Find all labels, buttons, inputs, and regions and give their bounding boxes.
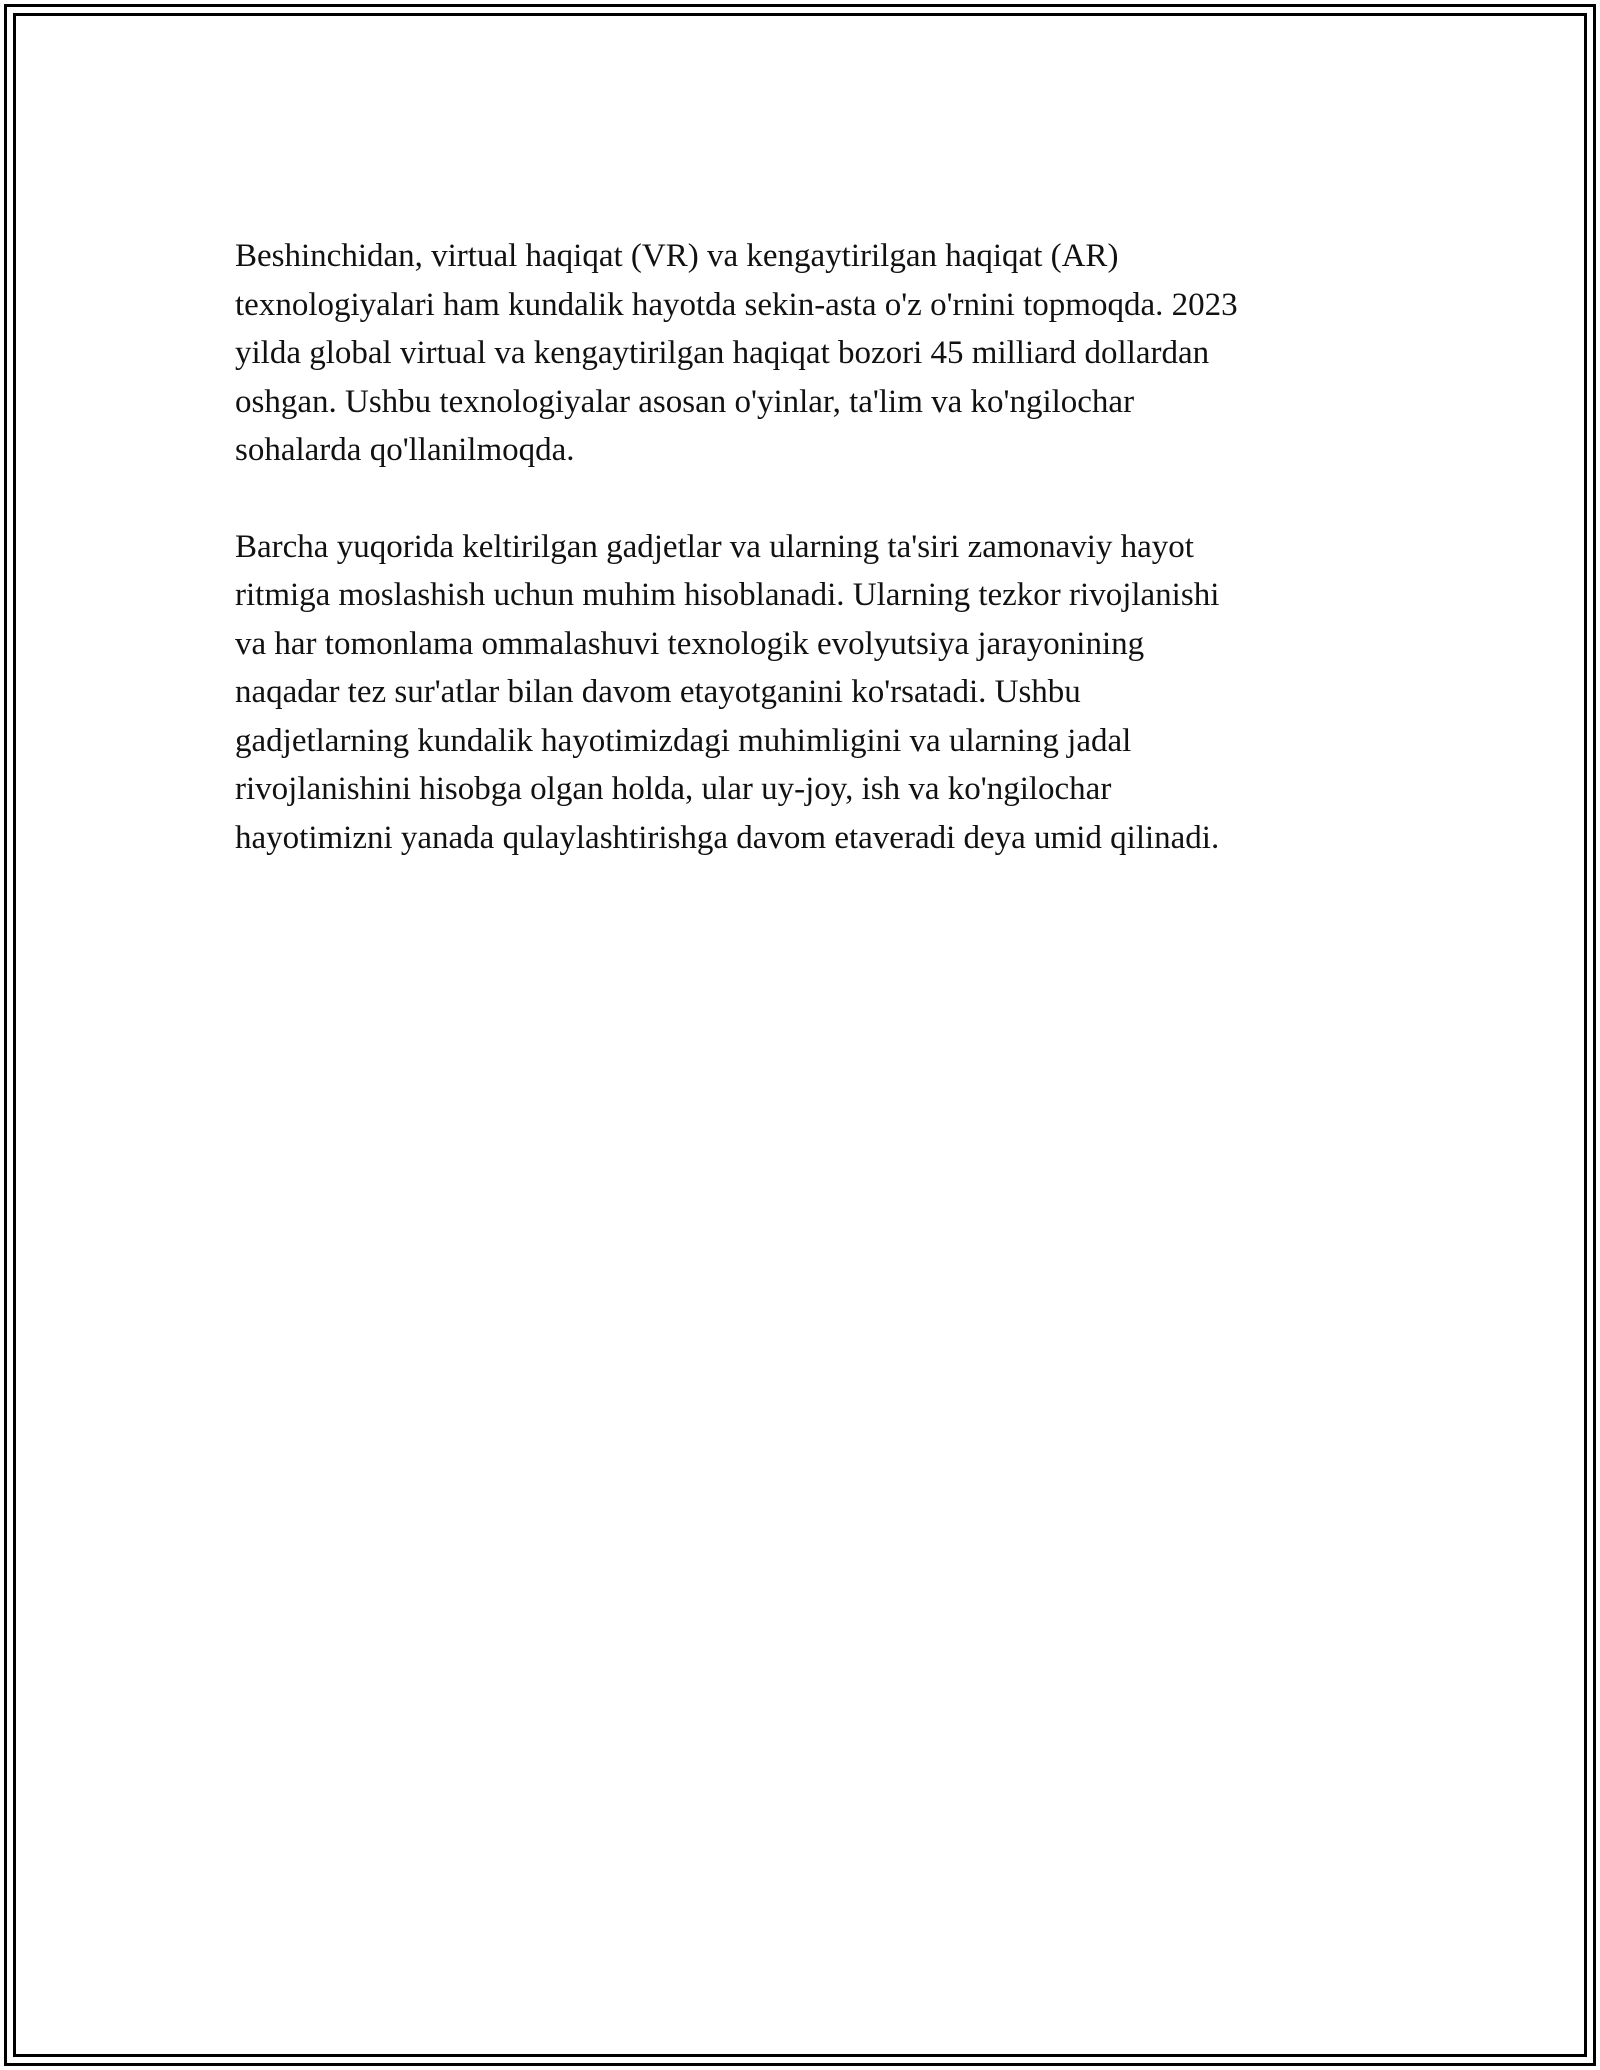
text-line: Barcha yuqorida keltirilgan gadjetlar va ularning ta'siri zamonaviy hayot: [235, 528, 1194, 565]
text-line: texnologiyalari ham kundalik hayotda sekin-asta o'z o'rnini topmoqda. 2023: [235, 286, 1238, 323]
text-line: va har tomonlama ommalashuvi texnologik evolyutsiya jarayonining: [235, 625, 1145, 662]
paragraph-conclusion: [235, 523, 1375, 863]
text-line: rivojlanishini hisobga olgan holda, ular uy-joy, ish va ko'ngilochar: [235, 771, 1112, 807]
text-line: gadjetlarning kundalik hayotimizdagi muhimligini va ularning jadal: [235, 722, 1132, 759]
document-body: [235, 232, 1375, 862]
text-line: naqadar tez sur'atlar bilan davom etayotganini ko'rsatadi. Ushbu: [235, 674, 1081, 710]
paragraph-vr-ar: [235, 232, 1375, 475]
text-line: Beshinchidan, virtual haqiqat (VR) va kengaytirilgan haqiqat (AR): [235, 238, 1119, 274]
text-line: ritmiga moslashish uchun muhim hisoblanadi. Ularning tezkor rivojlanishi: [235, 577, 1220, 613]
text-line: yilda global virtual va kengaytirilgan haqiqat bozori 45 milliard dollardan: [235, 335, 1210, 371]
text-line: hayotimizni yanada qulaylashtirishga davom etaveradi deya umid qilinadi.: [235, 819, 1220, 856]
text-line: sohalarda qo'llanilmoqda.: [235, 432, 575, 468]
text-line: oshgan. Ushbu texnologiyalar asosan o'yinlar, ta'lim va ko'ngilochar: [235, 383, 1135, 420]
